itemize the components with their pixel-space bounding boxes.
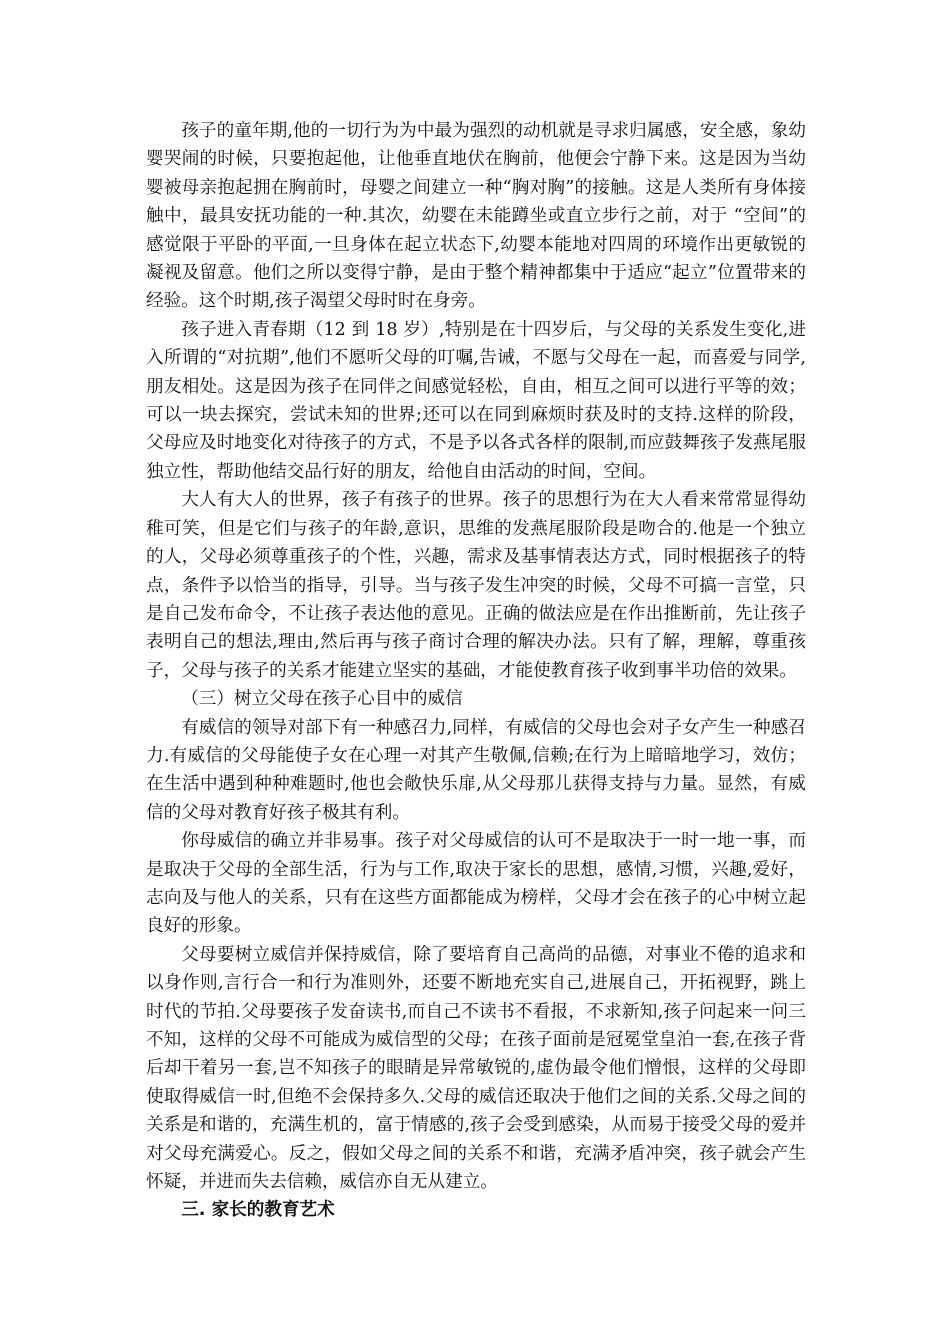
paragraph-authority-establishment: 你母威信的确立并非易事。孩子对父母威信的认可不是取决于一时一地一事，而是取决于父母的全部生活，行为与工作,取决于家长的思想，感情,习惯，兴趣,爱好，志向及与他人的关系，只有在这些方面都能成为榜样，父母才会在孩子的心中树立起良好的形象。 — [146, 831, 806, 937]
paragraph-two-worlds: 大人有大人的世界，孩子有孩子的世界。孩子的思想行为在大人看来常常显得幼稚可笑，但是它们与孩子的年龄,意识，思维的发燕尾服阶段是吻合的.他是一个独立的人，父母必须尊重孩子的个性，兴趣，需求及基事情表达方式，同时根据孩子的特点，条件予以恰当的指导，引导。当与孩子发生冲突的时候，父母不可搞一言堂，只是自己发布命令，不让孩子表达他的意见。正确的做法应是在作出推断前，先让孩子表明自己的想法,理由,然后再与孩子商讨合理的解决办法。只有了解，理解，尊重孩子，父母与孩子的关系才能建立坚实的基础，才能使教育孩子收到事半功倍的效果。 — [146, 490, 806, 681]
subheading-parental-authority: （三）树立父母在孩子心目中的威信 — [181, 689, 463, 710]
document-body — [146, 117, 806, 1225]
section-heading-education-art: 三. 家长的教育艺术 — [181, 1200, 335, 1221]
paragraph-maintaining-authority: 父母要树立威信并保持威信，除了要培育自己高尚的品德，对事业不倦的追求和以身作则,言行合一和行为准则外，还要不断地充实自己,进展自己，开拓视野，跳上时代的节拍.父母要孩子发奋读书,而自己不读书不看报，不求新知,孩子问起来一问三不知，这样的父母不可能成为威信型的父母；在孩子面前是冠冕堂皇泊一套,在孩子背后却干着另一套,岂不知孩子的眼睛是异常敏锐的,虚伪最令他们憎恨，这样的父母即使取得威信一时,但绝不会保持多久.父母的威信还取决于他们之间的关系.父母之间的关系是和谐的，充满生机的，富于情感的,孩子会受到感染，从而易于接受父母的爱并对父母充满爱心。反之，假如父母之间的关系不和谐，充满矛盾冲突，孩子就会产生怀疑，并进而失去信赖，威信亦自无从建立。 — [146, 944, 806, 1193]
paragraph-adolescence: 孩子进入青春期（12 到 18 岁）,特别是在十四岁后，与父母的关系发生变化,进入所谓的“对抗期”,他们不愿听父母的叮嘱,告诫，不愿与父母在一起，而喜爱与同学,朋友相处。这是因为孩子在同伴之间感觉轻松，自由，相互之间可以进行平等的效；可以一块去探究，尝试未知的世界;还可以在同到麻烦时获及时的支持.这样的阶段，父母应及时地变化对待孩子的方式，不是予以各式各样的限制,而应鼓舞孩子发燕尾服独立性，帮助他结交品行好的朋友，给他自由活动的时间，空间。 — [146, 319, 806, 482]
paragraph-authority-influence: 有威信的领导对部下有一种感召力,同样，有威信的父母也会对子女产生一种感召力.有威信的父母能使子女在心理一对其产生敬佩,信赖;在行为上暗暗地学习，效仿；在生活中遇到种种难题时,他也会敞快乐扉,从父母那儿获得支持与力量。显然，有威信的父母对教育好孩子极其有利。 — [146, 717, 806, 823]
paragraph-childhood: 孩子的童年期,他的一切行为为中最为强烈的动机就是寻求归属感，安全感，象幼婴哭闹的时候，只要抱起他，让他垂直地伏在胸前，他便会宁静下来。这是因为当幼婴被母亲抱起拥在胸前时，母婴之间建立一种“胸对胸”的接触。这是人类所有身体接触中，最具安抚功能的一种.其次，幼婴在未能蹲坐或直立步行之前，对于 “空间”的感觉限于平卧的平面,一旦身体在起立状态下,幼婴本能地对四周的环境作出更敏锐的凝视及留意。他们之所以变得宁静，是由于整个精神都集中于适应“起立”位置带来的经验。这个时期,孩子渴望父母时时在身旁。 — [146, 121, 806, 312]
